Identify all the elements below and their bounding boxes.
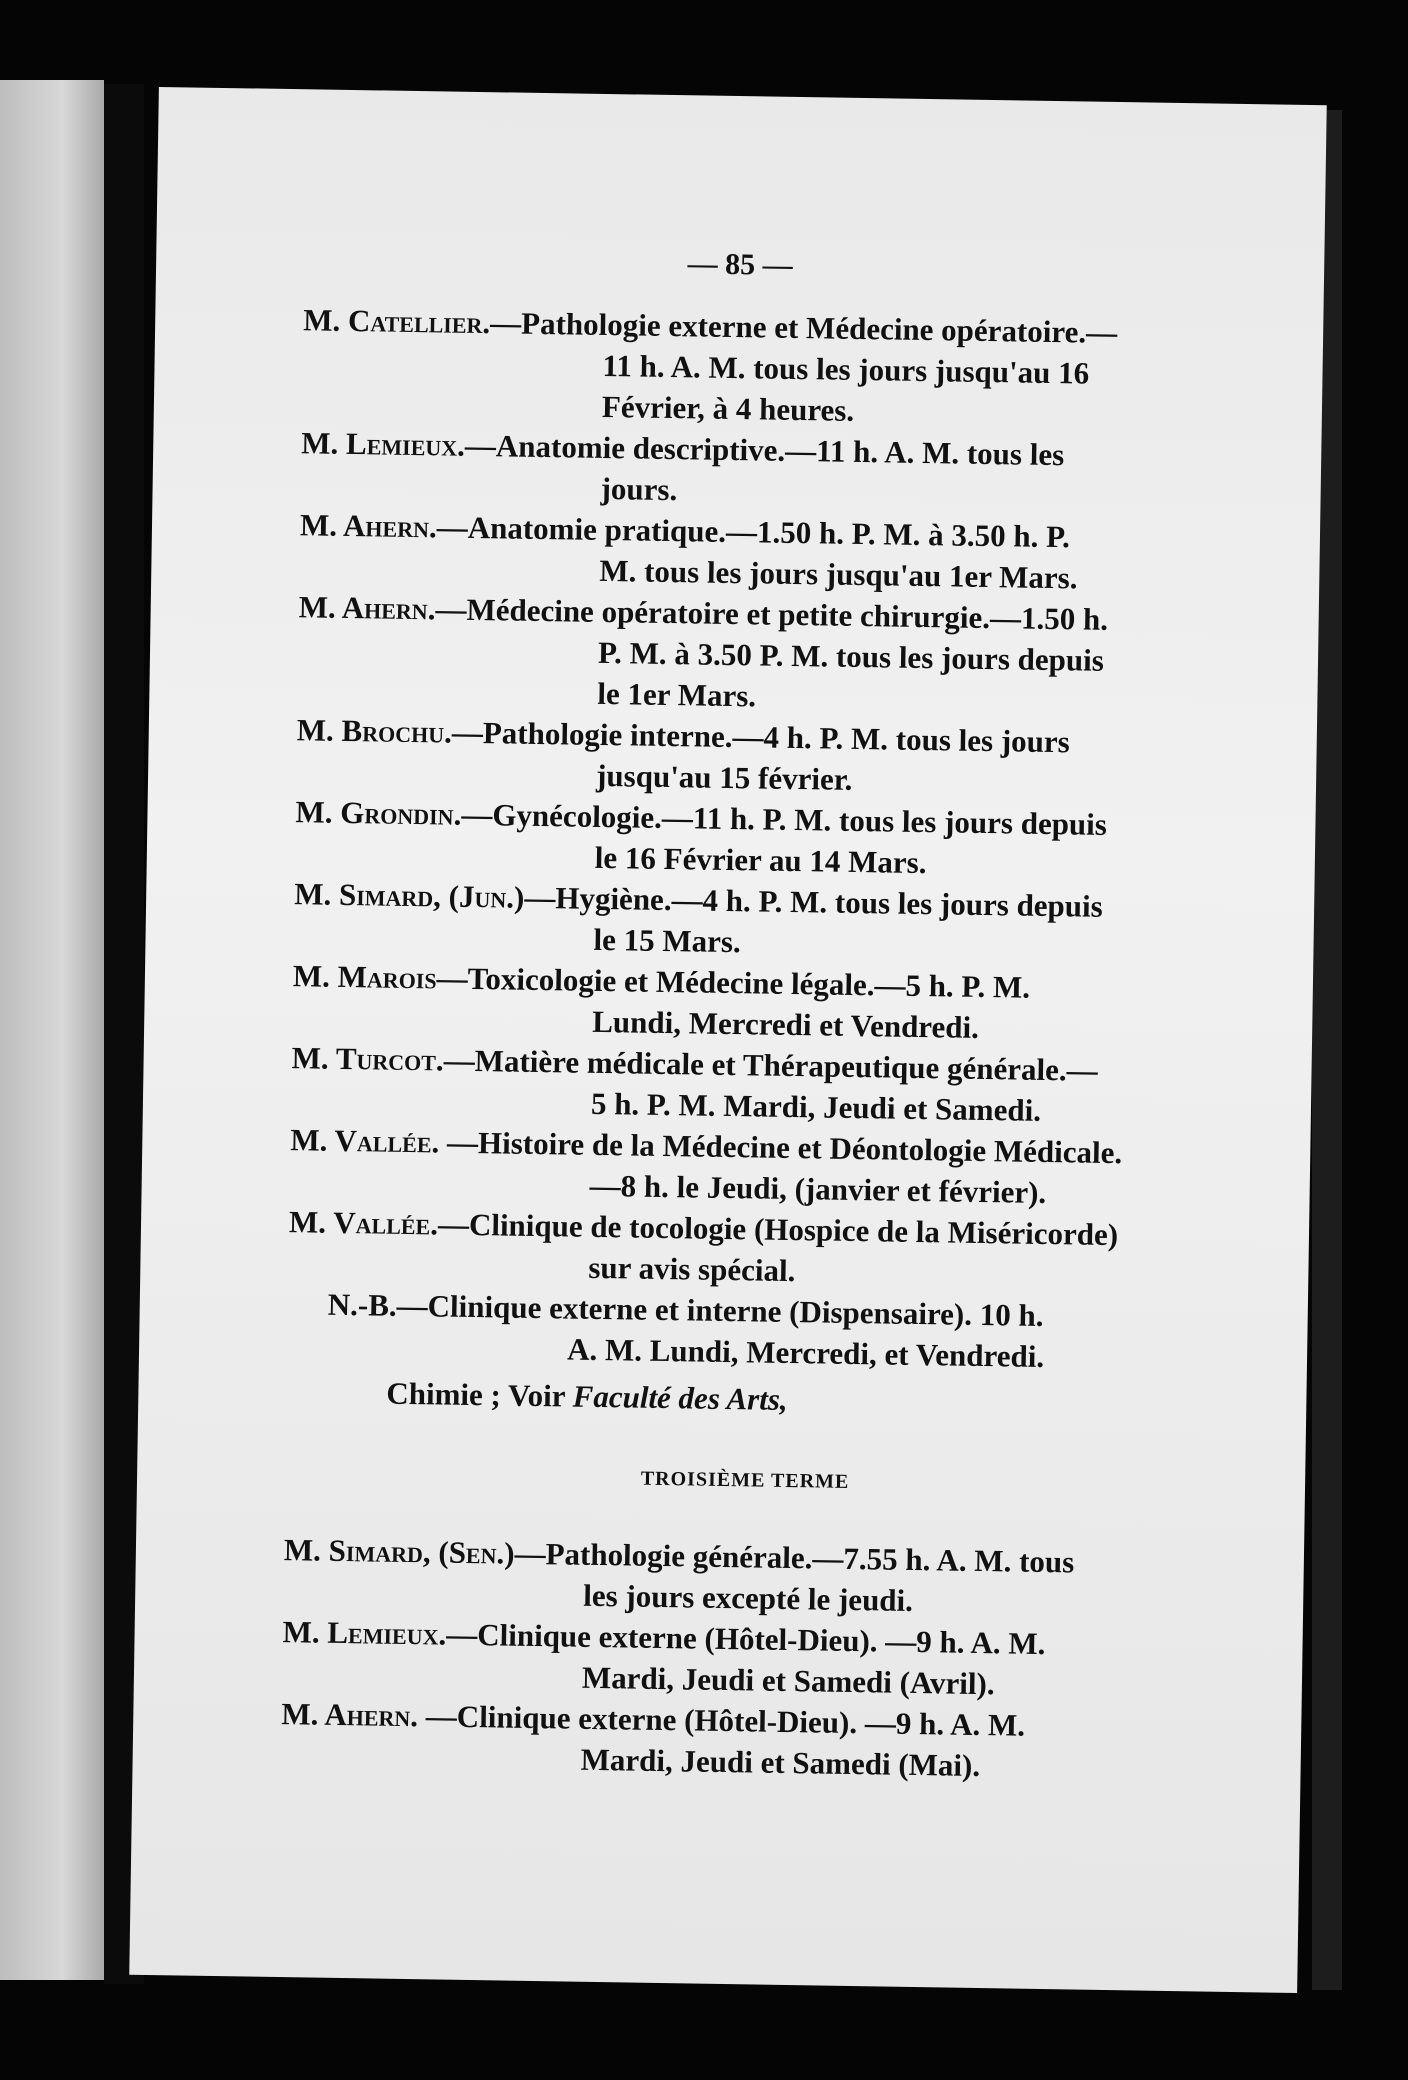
course-schedule: Février, à 4 heures. [601, 388, 855, 428]
course-schedule: les jours excepté le jeudi. [582, 1577, 914, 1618]
page-number: — 85 — [687, 247, 793, 282]
course-entry [291, 1037, 1212, 1133]
third-term-entries [280, 1529, 1204, 1789]
course-description: —Pathologie externe et Médecine opératoire.— [489, 305, 1118, 351]
nb-entry [287, 1283, 1208, 1379]
course-description: —Matière médicale et Thérapeutique générale.— [443, 1042, 1098, 1088]
course-entry [299, 504, 1220, 600]
professor-name: M. Simard, (Sen.) [283, 1532, 515, 1571]
professor-name: M. Ahern. [299, 507, 438, 545]
nb-continuation: A. M. Lundi, Mercredi, et Vendredi. [566, 1331, 1045, 1375]
course-description: —Clinique de tocologie (Hospice de la Miséricorde) [437, 1206, 1119, 1253]
course-entry [297, 586, 1219, 723]
course-description: —Toxicologie et Médecine légale.—5 h. P. M. [436, 960, 1031, 1005]
course-schedule: P. M. à 3.50 P. M. tous les jours depuis [597, 634, 1105, 678]
course-entry [289, 1119, 1210, 1215]
course-description: —Gynécologie.—11 h. P. M. tous les jours depuis [461, 796, 1108, 842]
course-schedule: Mardi, Jeudi et Samedi (Mai). [580, 1741, 981, 1784]
professor-name: M. Turcot. [291, 1040, 445, 1078]
course-schedule: le 15 Mars. [593, 921, 742, 960]
professor-name: M. Catellier. [302, 302, 491, 341]
course-description: —Médecine opératoire et petite chirurgie.—1.50 h. [435, 591, 1109, 637]
course-description: —Clinique externe (Hôtel-Dieu). —9 h. A. M. [445, 1616, 1046, 1662]
professor-name: M. Marois [292, 958, 437, 996]
professor-name: M. Lemieux. [282, 1614, 447, 1652]
nb-text: —Clinique externe et interne (Dispensaire). 10 h. [396, 1287, 1044, 1333]
professor-name: M. Brochu. [296, 712, 453, 750]
course-entry [292, 955, 1213, 1051]
course-schedule: Mardi, Jeudi et Samedi (Avril). [581, 1659, 995, 1702]
course-description: —Hygiène.—4 h. P. M. tous les jours depuis [524, 879, 1104, 924]
chimie-note [286, 1371, 1207, 1426]
course-schedule: —8 h. le Jeudi, (janvier et février). [589, 1167, 1047, 1211]
course-entry [293, 873, 1214, 969]
course-description: —Anatomie descriptive.—11 h. A. M. tous les [464, 427, 1065, 473]
course-entry [295, 791, 1216, 887]
book-page [129, 87, 1327, 1993]
course-schedule: le 16 Février au 14 Mars. [594, 839, 927, 881]
course-schedule: le 1er Mars. [597, 675, 757, 714]
course-schedule: jusqu'au 15 février. [595, 757, 853, 797]
professor-name: M. Ahern. [281, 1696, 419, 1734]
professor-name: M. Vallée. [288, 1204, 439, 1242]
chimie-reference: Faculté des Arts, [572, 1378, 788, 1417]
professor-name: M. Grondin. [295, 794, 462, 832]
section-heading: TROISIÈME TERME [640, 1467, 850, 1493]
professor-name: M. Ahern. [298, 589, 436, 627]
course-schedule: 5 h. P. M. Mardi, Jeudi et Samedi. [590, 1085, 1042, 1128]
course-list [280, 299, 1223, 1789]
course-schedule: Lundi, Mercredi et Vendredi. [592, 1003, 980, 1045]
facing-page-edge [0, 80, 104, 1980]
course-schedule: 11 h. A. M. tous les jours jusqu'au 16 [602, 347, 1090, 391]
professor-name: M. Simard, (Jun.) [293, 876, 525, 915]
course-entry [300, 422, 1221, 518]
course-description: —Clinique externe (Hôtel-Dieu). —9 h. A. M. [417, 1698, 1026, 1743]
professor-name: M. Vallée. [290, 1122, 440, 1160]
course-description: —Pathologie générale.—7.55 h. A. M. tous [514, 1535, 1075, 1580]
course-entry [302, 299, 1224, 436]
course-entry [283, 1529, 1204, 1625]
nb-label: N.-B. [327, 1286, 397, 1323]
course-description: —Histoire de la Médecine et Déontologie Médicale. [439, 1124, 1123, 1171]
second-term-entries [288, 299, 1223, 1297]
course-entry [282, 1611, 1203, 1707]
chimie-prefix: Chimie ; Voir [386, 1375, 573, 1414]
course-description: —Pathologie interne.—4 h. P. M. tous les jours [451, 714, 1071, 760]
course-entry [280, 1693, 1201, 1789]
course-description: —Anatomie pratique.—1.50 h. P. M. à 3.50 h. P. [436, 509, 1071, 555]
professor-name: M. Lemieux. [301, 425, 466, 463]
course-schedule: sur avis spécial. [588, 1249, 796, 1289]
course-schedule: jours. [600, 470, 678, 508]
course-schedule: M. tous les jours jusqu'au 1er Mars. [599, 552, 1078, 596]
course-entry [288, 1201, 1209, 1297]
course-entry [296, 709, 1217, 805]
